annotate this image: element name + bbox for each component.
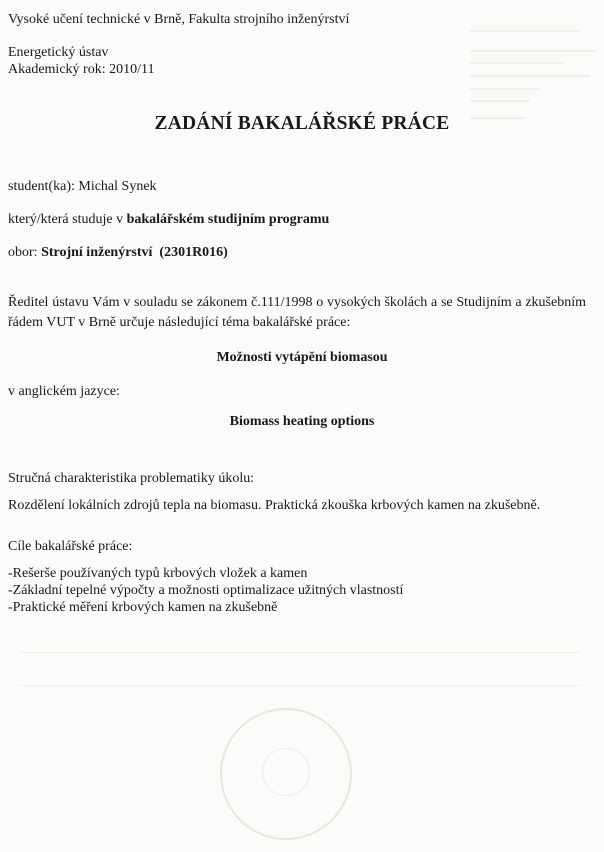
topic-czech: Možnosti vytápění biomasou: [216, 350, 388, 365]
show-through-mark: [470, 88, 540, 90]
show-through-mark: [470, 100, 530, 102]
student-label: student(ka):: [8, 179, 79, 194]
show-through-mark: [470, 30, 580, 32]
goals-label: Cíle bakalářské práce:: [8, 539, 133, 554]
intro-paragraph: Ředitel ústavu Vám v souladu se zákonem č.111/1998 o vysokých školách a se Studijním a zkušebním řádem VUT v Brně určuje následující téma bakalářské práce:: [8, 295, 586, 330]
institution-line: Vysoké učení technické v Brně, Fakulta strojního inženýrství: [8, 12, 350, 27]
brief-text: Rozdělení lokálních zdrojů tepla na biomasu. Praktická zkouška krbových kamen na zkušebně.: [8, 498, 541, 513]
student-line: [8, 178, 157, 195]
show-through-mark: [470, 75, 590, 77]
student-name: Michal Synek: [78, 179, 157, 194]
english-label: v anglickém jazyce:: [8, 384, 120, 399]
department-line: Energetický ústav: [8, 45, 109, 60]
academic-year-line: Akademický rok: 2010/11: [8, 62, 155, 77]
goal-item: -Rešerše používaných typů krbových vložek a kamen: [8, 566, 308, 581]
program-line: [8, 211, 329, 228]
document-title: ZADÁNÍ BAKALÁŘSKÉ PRÁCE: [154, 113, 450, 134]
program-value: bakalářském studijním programu: [126, 212, 330, 227]
topic-english: Biomass heating options: [229, 414, 375, 429]
faint-stamp-seal-inner: [262, 748, 310, 796]
show-through-mark: [20, 685, 580, 686]
brief-label: Stručná charakteristika problematiky úkolu:: [8, 471, 255, 486]
goal-item: -Praktické měření krbových kamen na zkušebně: [8, 600, 278, 615]
show-through-mark: [470, 50, 595, 52]
field-line: [8, 244, 228, 261]
program-prefix: který/která studuje v: [8, 212, 127, 227]
field-value: Strojní inženýrství (2301R016): [41, 245, 228, 260]
show-through-mark: [20, 652, 580, 653]
show-through-mark: [470, 62, 565, 64]
field-prefix: obor:: [8, 245, 42, 260]
goal-item: -Základní tepelné výpočty a možnosti optimalizace užitných vlastností: [8, 583, 404, 598]
